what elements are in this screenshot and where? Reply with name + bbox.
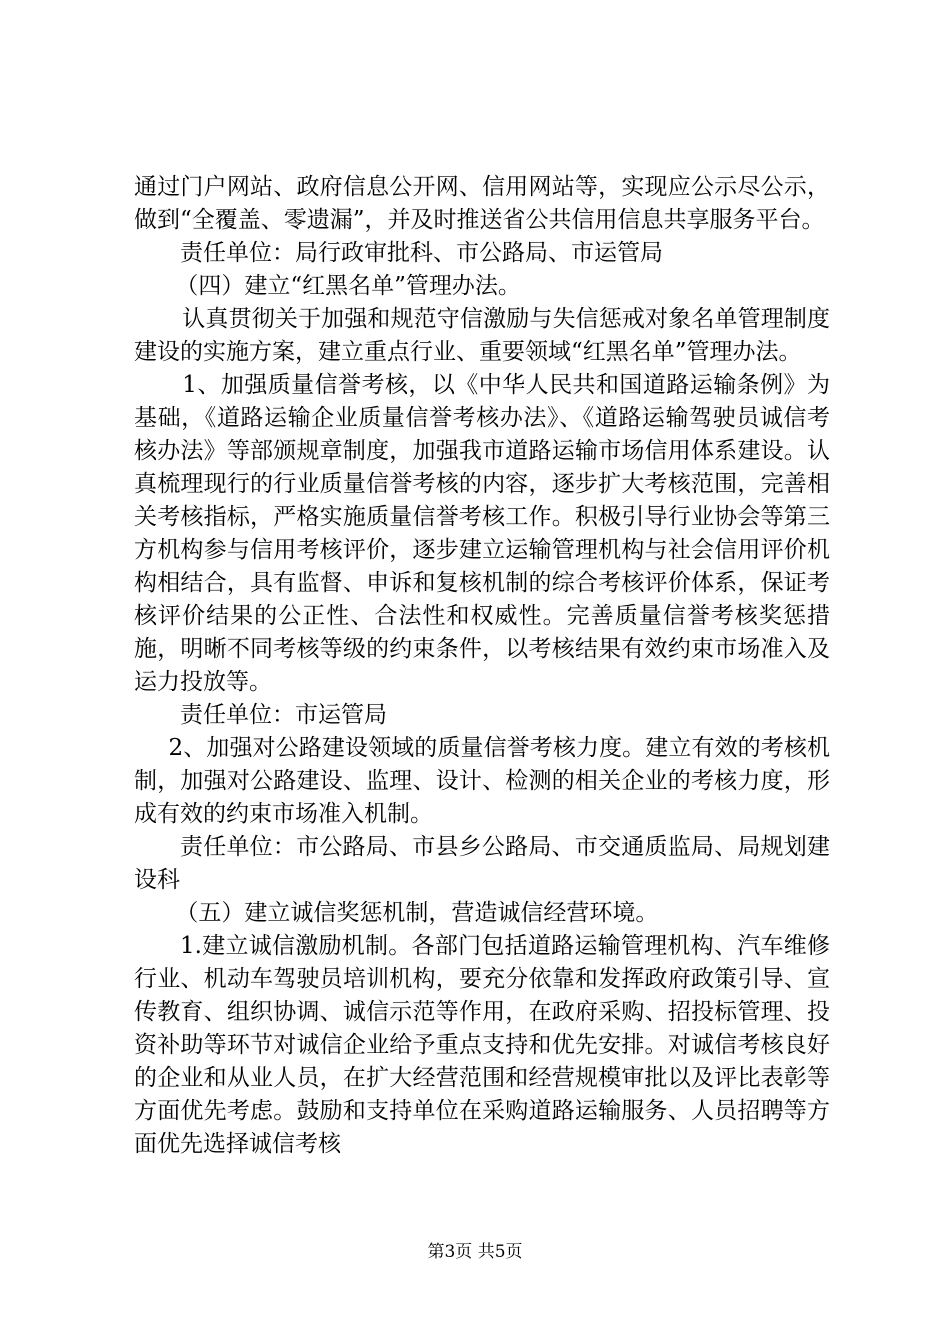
paragraph-item-2: 2、加强对公路建设领域的质量信誉考核力度。建立有效的考核机制，加强对公路建设、监理、设计、检测的相关企业的考核力度，形成有效的约束市场准入机制。: [134, 735, 830, 827]
paragraph-incentive: 1.建立诚信激励机制。各部门包括道路运输管理机构、汽车维修行业、机动车驾驶员培训机构，要充分依靠和发挥政府政策引导、宣传教育、组织协调、诚信示范等作用，在政府采购、招投标管理、投资补助等环节对诚信企业给予重点支持和优先安排。对诚信考核良好的企业和从业人员，在扩大经营范围和经营规模审批以及评比表彰等方面优先考虑。鼓励和支持单位在采购道路运输服务、人员招聘等方面优先选择诚信考核: [134, 933, 830, 1157]
paragraph-item-1: 1、加强质量信誉考核，以《中华人民共和国道路运输条例》为基础，《道路运输企业质量信誉考核办法》、《道路运输驾驶员诚信考核办法》等部颁规章制度，加强我市道路运输市场信用体系建设。认真梳理现行的行业质量信誉考核的内容，逐步扩大考核范围，完善相关考核指标，严格实施质量信誉考核工作。积极引导行业协会等第三方机构参与信用考核评价，逐步建立运输管理机构与社会信用评价机构相结合，具有监督、申诉和复核机制的综合考核评价体系，保证考核评价结果的公正性、合法性和权威性。完善质量信誉考核奖惩措施，明晰不同考核等级的约束条件，以考核结果有效约束市场准入及运力投放等。: [134, 372, 830, 695]
paragraph-continued: 通过门户网站、政府信息公开网、信用网站等，实现应公示尽公示，做到“全覆盖、零遗漏”，并及时推送省公共信用信息共享服务平台。: [134, 174, 830, 233]
section-heading-four: （四）建立“红黑名单”管理办法。: [175, 273, 521, 299]
page-number: 第3页 共5页: [427, 1242, 523, 1262]
paragraph-responsible-unit: 责任单位：局行政审批科、市公路局、市运管局: [180, 240, 663, 266]
document-body: [134, 171, 830, 1161]
paragraph-implementation: 认真贯彻关于加强和规范守信激励与失信惩戒对象名单管理制度建设的实施方案，建立重点行业、重要领域“红黑名单”管理办法。: [134, 306, 830, 365]
section-heading-five: （五）建立诚信奖惩机制，营造诚信经营环境。: [175, 900, 659, 926]
paragraph-responsible-unit: 责任单位：市运管局: [180, 702, 387, 728]
paragraph-responsible-unit: 责任单位：市公路局、市县乡公路局、市交通质监局、局规划建设科: [134, 834, 830, 893]
